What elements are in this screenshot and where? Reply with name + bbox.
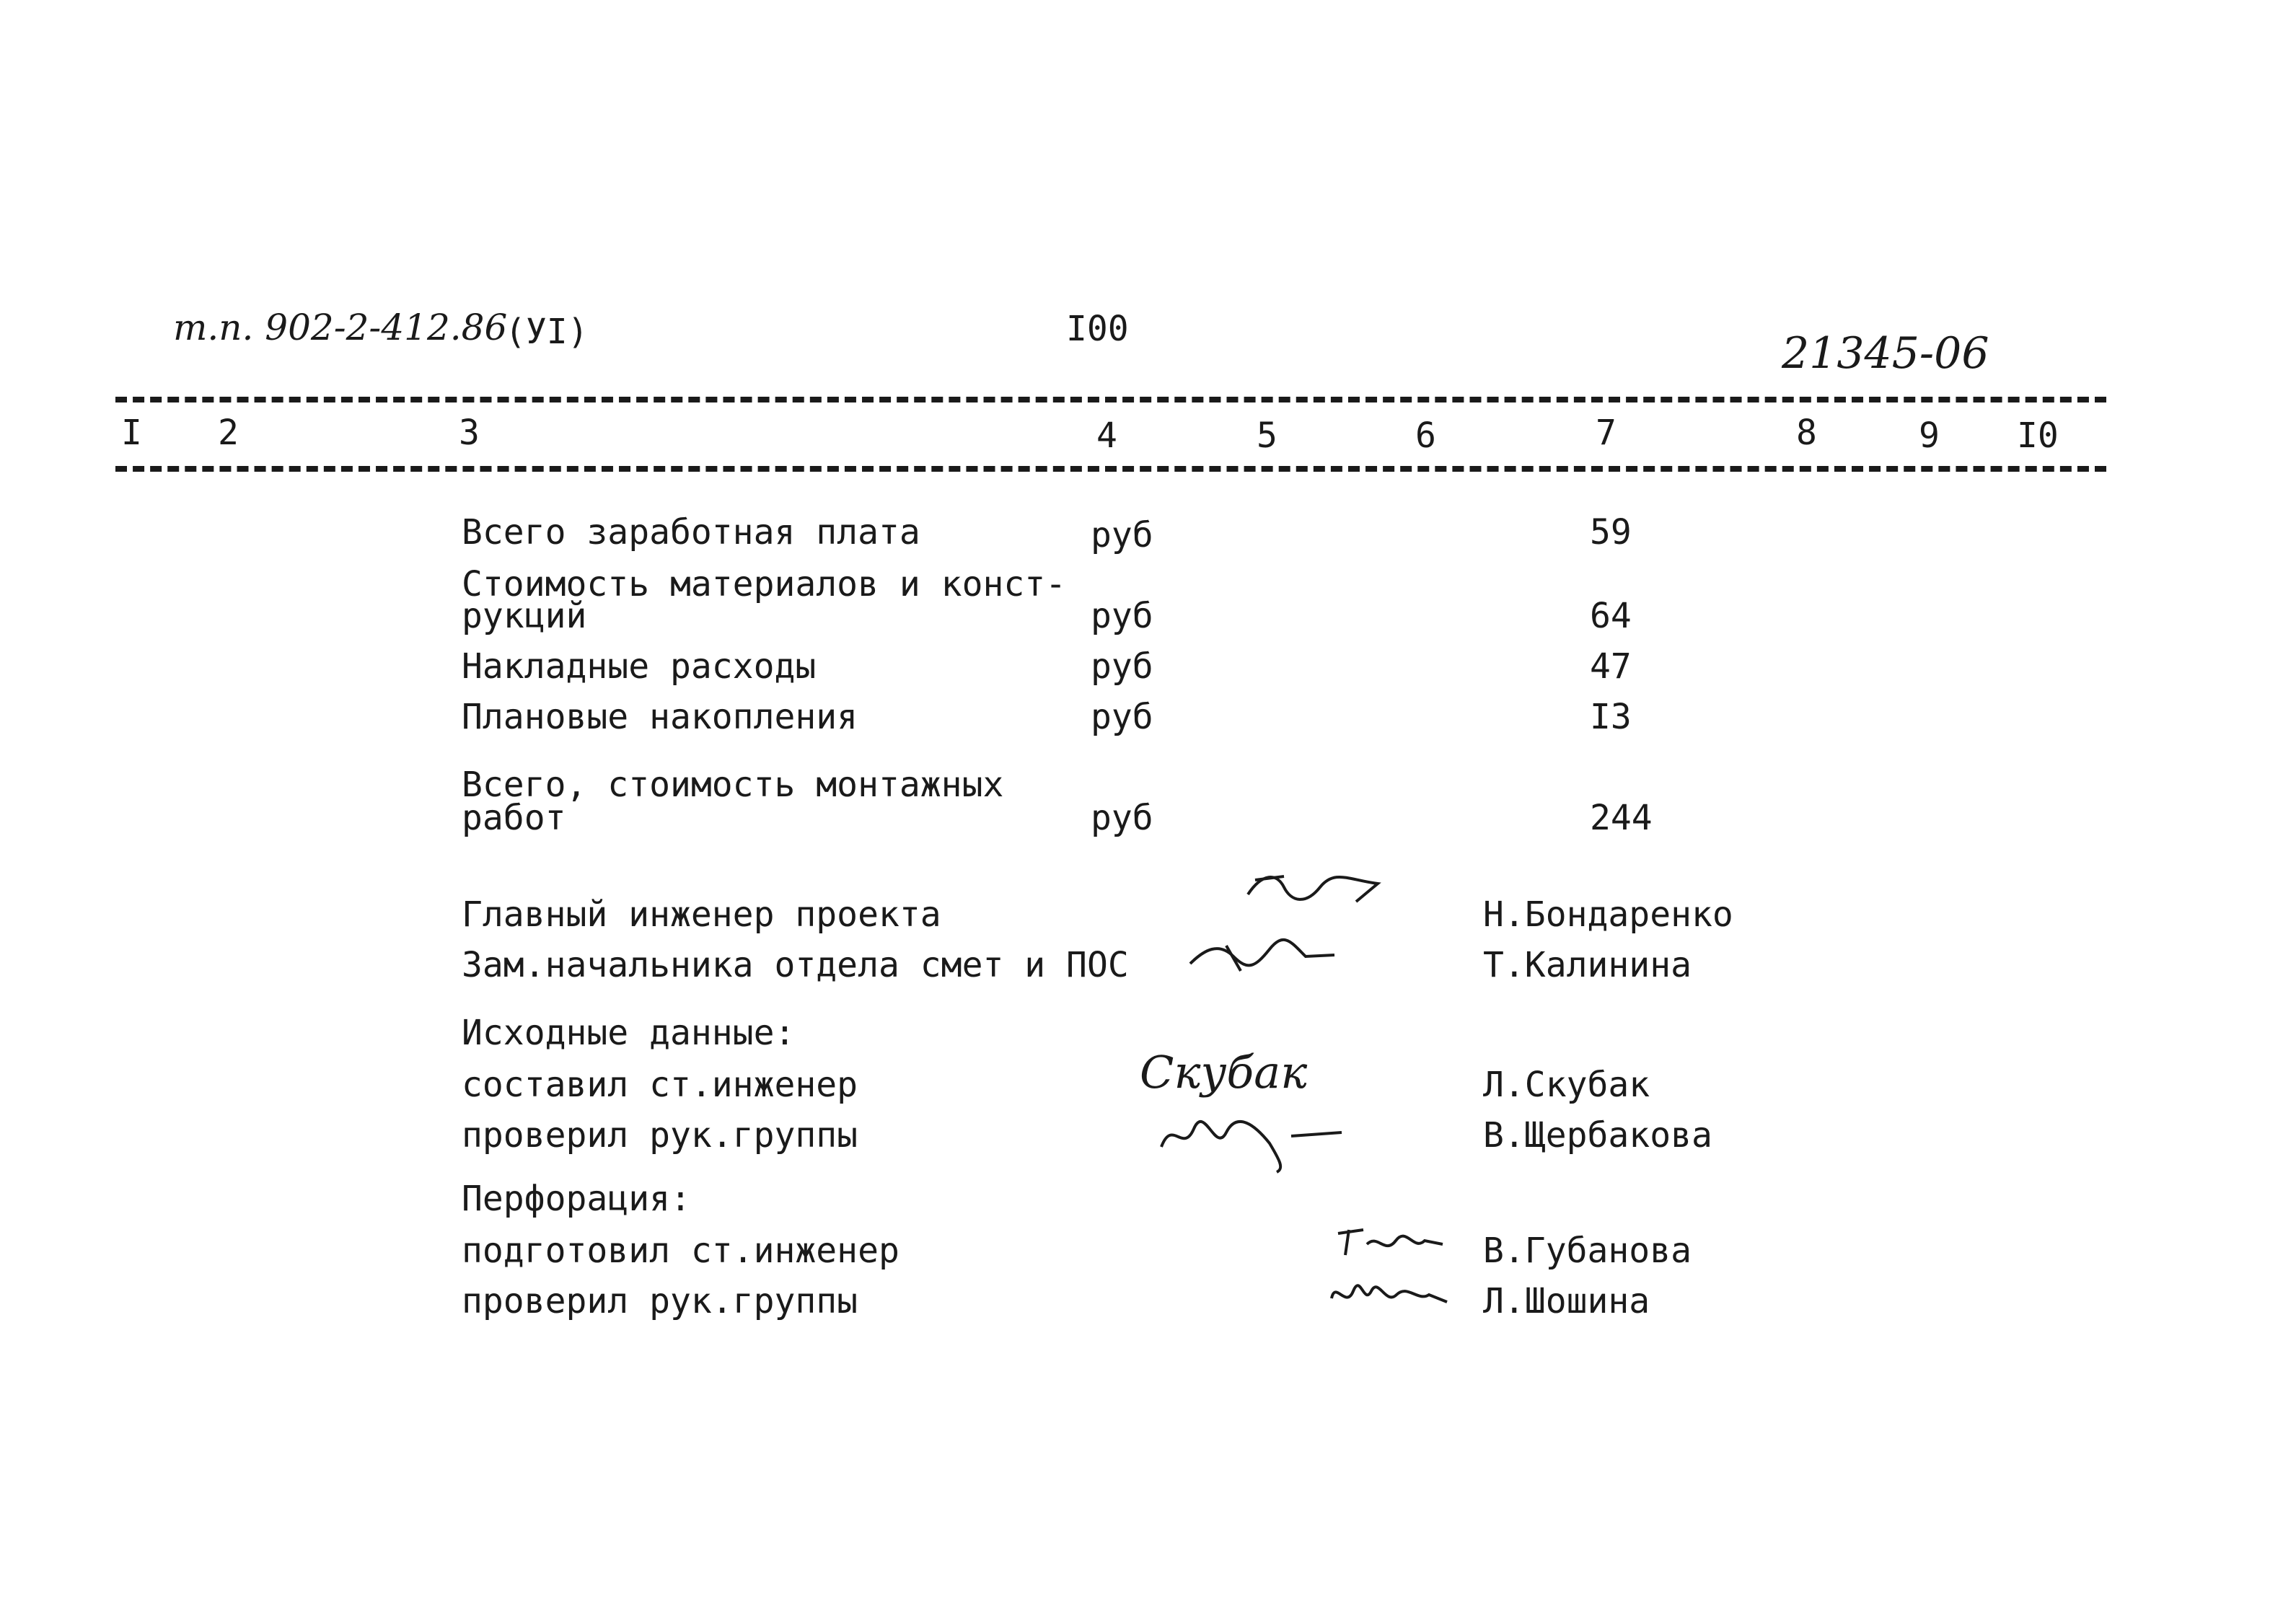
handwritten-signature [1334, 1219, 1450, 1265]
row-unit: руб [1091, 697, 1153, 737]
column-number: I0 [2017, 415, 2059, 456]
row-value: I3 [1590, 697, 1632, 737]
document-code: т.п. 902-2-412.86 [173, 307, 508, 348]
column-number: I [121, 413, 142, 453]
row-name-continued: рукций [462, 596, 587, 636]
row-unit: руб [1091, 596, 1153, 636]
handwritten-signature [1154, 1104, 1356, 1179]
archive-number: 21345-06 [1782, 328, 1989, 379]
section-label: Исходные данные: [462, 1013, 796, 1053]
column-number: 6 [1415, 415, 1436, 456]
signer-name: В.Губанова [1483, 1231, 1692, 1271]
row-value: 59 [1590, 512, 1632, 553]
row-unit: руб [1091, 646, 1153, 687]
column-number: 4 [1096, 415, 1117, 456]
column-number: 2 [218, 413, 239, 453]
signer-name: Л.Шошина [1483, 1281, 1650, 1321]
row-name: Стоимость материалов и конст- [462, 564, 1067, 604]
table-header-top-rule [115, 397, 2106, 402]
handwritten-signature [1324, 1269, 1454, 1316]
row-name: Плановые накопления [462, 697, 858, 737]
signer-name: Л.Скубак [1483, 1065, 1650, 1105]
row-name: Всего, стоимость монтажных [462, 765, 1004, 805]
section-label: Перфорация: [462, 1179, 691, 1219]
handwritten-signature [1183, 928, 1342, 981]
signer-role: составил ст.инженер [462, 1065, 858, 1105]
signer-name: В.Щербакова [1483, 1115, 1712, 1156]
page-number: I00 [1066, 309, 1129, 349]
row-unit: руб [1091, 515, 1153, 555]
handwritten-signature: Скубак [1140, 1046, 1308, 1099]
row-name: Всего заработная плата [462, 512, 920, 553]
row-value: 244 [1590, 798, 1653, 838]
column-number: 5 [1257, 415, 1277, 456]
table-header-bottom-rule [115, 466, 2106, 472]
signer-role: подготовил ст.инженер [462, 1231, 900, 1271]
signer-role: Главный инженер проекта [462, 894, 941, 935]
row-name-continued: работ [462, 798, 566, 838]
row-value: 47 [1590, 646, 1632, 687]
signer-role: Зам.начальника отдела смет и ПОС [462, 945, 1129, 985]
row-unit: руб [1091, 798, 1153, 838]
column-number: 9 [1919, 415, 1940, 456]
row-value: 64 [1590, 596, 1632, 636]
handwritten-signature [1241, 866, 1385, 926]
column-number: 7 [1596, 413, 1617, 453]
signer-role: проверил рук.группы [462, 1281, 858, 1321]
section-number: (УI) [505, 312, 589, 352]
signer-role: проверил рук.группы [462, 1115, 858, 1156]
signer-name: Н.Бондаренко [1483, 894, 1733, 935]
signer-name: Т.Калинина [1483, 945, 1692, 985]
column-number: 3 [459, 413, 480, 453]
row-name: Накладные расходы [462, 646, 817, 687]
column-number: 8 [1796, 413, 1817, 453]
